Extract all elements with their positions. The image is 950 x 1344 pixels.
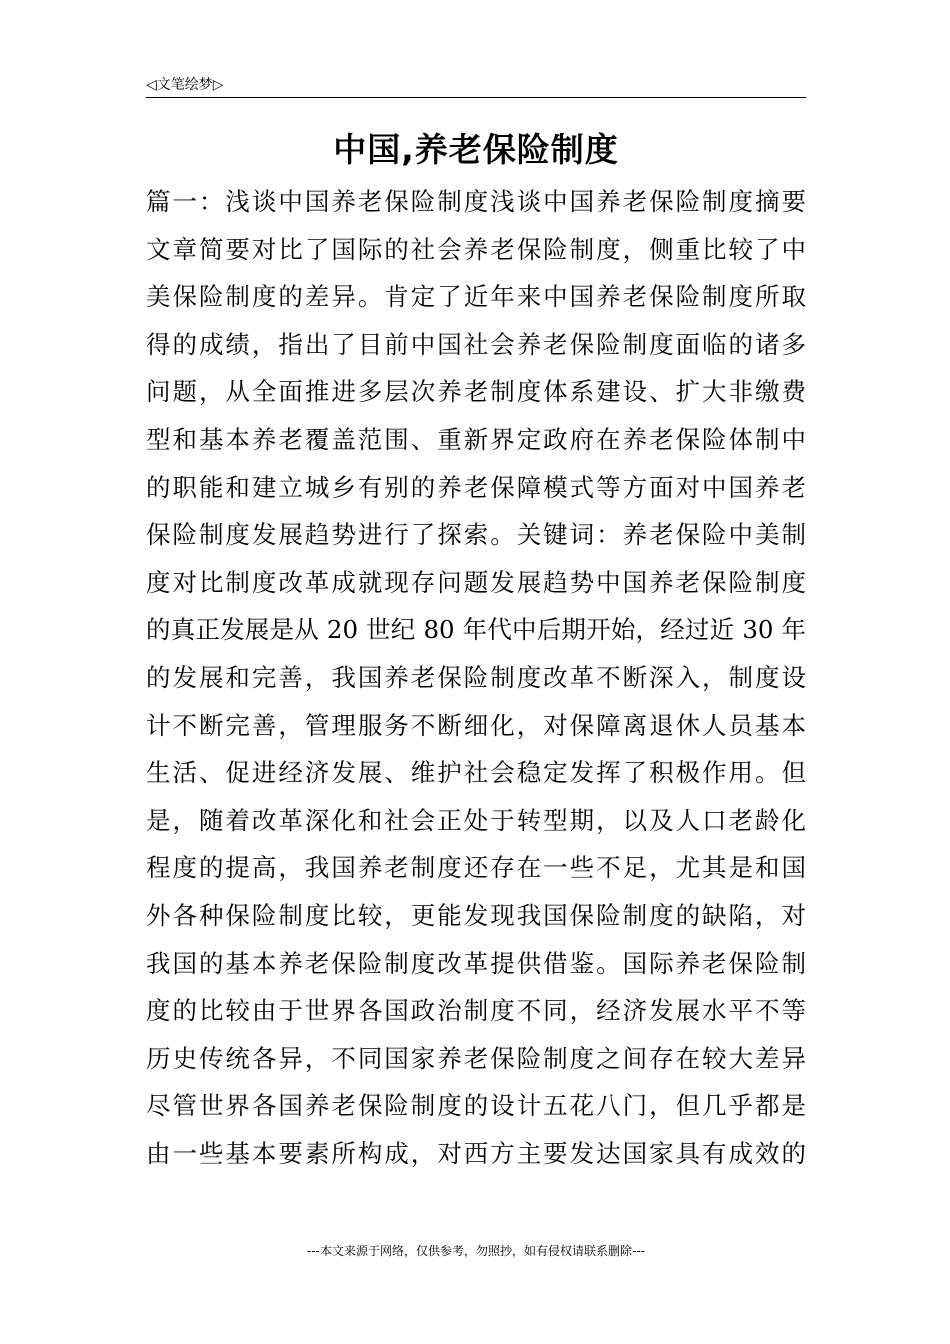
body-line: 由一些基本要素所构成，对西方主要发达国家具有成效的: [146, 1138, 806, 1168]
body-line: 是，随着改革深化和社会正处于转型期，以及人口老龄化: [146, 805, 806, 835]
body-line: 度的比较由于世界各国政治制度不同，经济发展水平不等: [146, 996, 806, 1026]
body-line: 我国的基本养老保险制度改革提供借鉴。国际养老保险制: [146, 948, 806, 978]
body-line: 文章简要对比了国际的社会养老保险制度，侧重比较了中: [146, 234, 806, 264]
body-line: 的职能和建立城乡有别的养老保障模式等方面对中国养老: [146, 472, 806, 502]
document-body: [146, 178, 806, 1177]
body-line: 的真正发展是从 20 世纪 80 年代中后期开始，经过近 30 年: [146, 615, 806, 645]
body-line: 尽管世界各国养老保险制度的设计五花八门，但几乎都是: [146, 1091, 806, 1121]
body-line: 的发展和完善，我国养老保险制度改革不断深入，制度设: [146, 662, 806, 692]
header-divider: [146, 97, 806, 98]
body-line: 生活、促进经济发展、维护社会稳定发挥了积极作用。但: [146, 758, 806, 788]
body-line: 计不断完善，管理服务不断细化，对保障离退休人员基本: [146, 710, 806, 740]
body-line: 篇一：浅谈中国养老保险制度浅谈中国养老保险制度摘要: [146, 187, 806, 216]
body-line: 保险制度发展趋势进行了探索。关键词：养老保险中美制: [146, 520, 806, 550]
body-line: 型和基本养老覆盖范围、重新界定政府在养老保险体制中: [146, 424, 806, 454]
body-line: 问题，从全面推进多层次养老制度体系建设、扩大非缴费: [146, 377, 806, 407]
body-line: 度对比制度改革成就现存问题发展趋势中国养老保险制度: [146, 567, 806, 597]
page-footer: ---本文来源于网络，仅供参考，勿照抄，如有侵权请联系删除---: [307, 1244, 645, 1258]
body-line: 美保险制度的差异。肯定了近年来中国养老保险制度所取: [146, 282, 806, 312]
page-header: ◁文笔绘梦▷: [146, 77, 224, 93]
document-title: 中国,养老保险制度: [333, 130, 619, 169]
body-line: 程度的提高，我国养老制度还存在一些不足，尤其是和国: [146, 853, 806, 883]
body-line: 外各种保险制度比较，更能发现我国保险制度的缺陷，对: [146, 900, 806, 930]
body-line: 得的成绩，指出了目前中国社会养老保险制度面临的诸多: [146, 329, 806, 359]
body-line: 历史传统各异，不同国家养老保险制度之间存在较大差异: [146, 1043, 806, 1073]
